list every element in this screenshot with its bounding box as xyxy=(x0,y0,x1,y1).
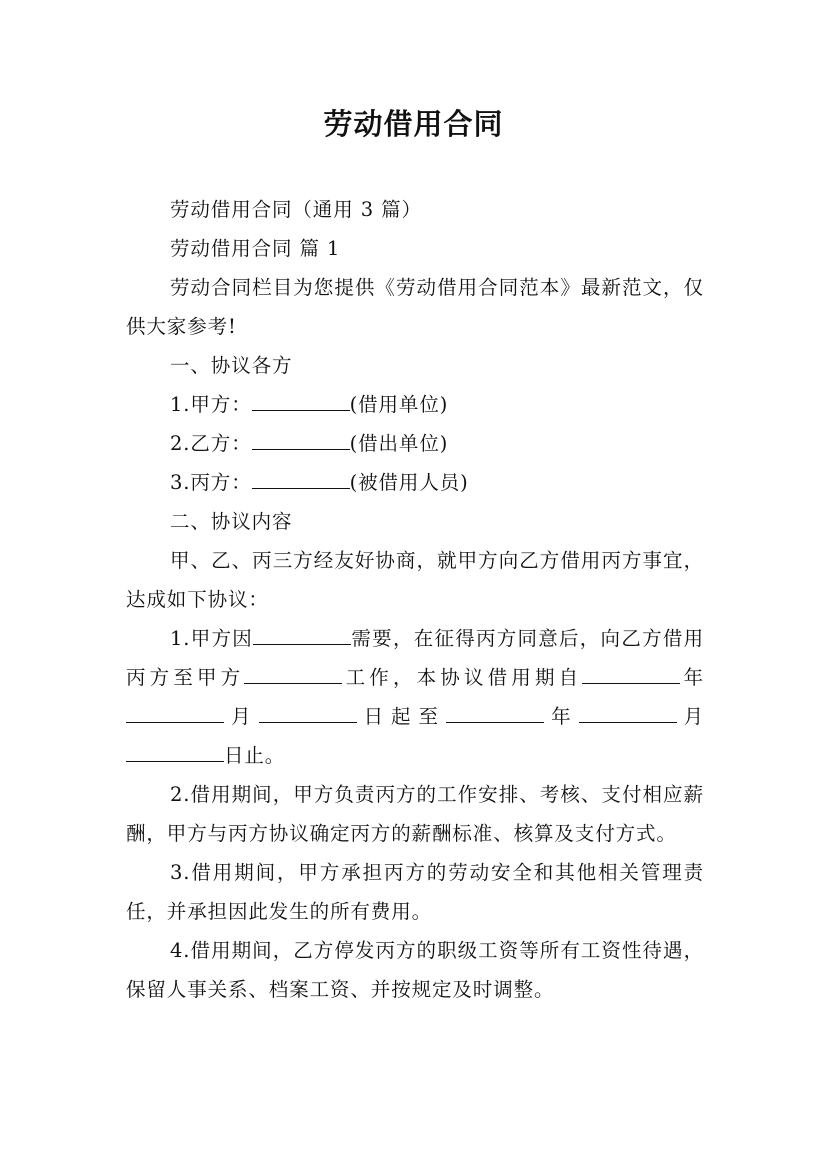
party-a-line xyxy=(126,385,704,424)
clause-1-blank-start-year xyxy=(582,665,680,684)
clause-1-text-until: 日起至 xyxy=(356,705,446,728)
clause-4: 4.借用期间，乙方停发丙方的职级工资等所有工资性待遇，保留人事关系、档案工资、并按规定及时调整。 xyxy=(126,939,704,1001)
clause-1 xyxy=(126,619,704,775)
clause-1-text-a: 1.甲方因 xyxy=(170,627,254,650)
clause-2: 2.借用期间，甲方负责丙方的工作安排、考核、支付相应薪酬，甲方与丙方协议确定丙方的薪酬标准、核算及支付方式。 xyxy=(126,783,704,845)
paragraph-section-heading: 劳动借用合同 篇 1 xyxy=(170,237,341,260)
document-title: 劳动借用合同 xyxy=(323,107,504,141)
party-c-line xyxy=(126,463,704,502)
heading-content: 二、协议内容 xyxy=(170,510,293,533)
heading-parties: 一、协议各方 xyxy=(170,354,293,377)
party-b-prefix: 2.乙方： xyxy=(170,432,252,455)
clause-1-blank-dept xyxy=(244,665,342,684)
clause-1-text-year: 年 xyxy=(680,666,704,689)
party-a-prefix: 1.甲方： xyxy=(170,393,252,416)
clause-3: 3.借用期间，甲方承担丙方的劳动安全和其他相关管理责任，并承担因此发生的所有费用。 xyxy=(126,861,704,923)
party-b-suffix: (借出单位) xyxy=(349,432,449,455)
clause-1-text-month2: 月 xyxy=(676,705,704,728)
party-c-blank xyxy=(252,470,350,489)
party-b-blank xyxy=(252,431,350,450)
clause-1-text-c: 工作，本协议借用期自 xyxy=(342,666,583,689)
paragraph-agreement: 甲、乙、丙三方经友好协商，就甲方向乙方借用丙方事宜，达成如下协议： xyxy=(126,549,704,611)
clause-1-blank-start-day xyxy=(259,704,357,723)
clause-1-blank-end-month xyxy=(579,704,677,723)
clause-1-blank-end-year xyxy=(446,704,544,723)
party-a-blank xyxy=(252,392,350,411)
clause-1-text-month: 月 xyxy=(224,705,259,728)
clause-1-blank-start-month xyxy=(126,704,224,723)
clause-1-text-end: 日止。 xyxy=(224,744,286,767)
paragraph-intro: 劳动合同栏目为您提供《劳动借用合同范本》最新范文，仅供大家参考! xyxy=(126,276,704,338)
party-c-suffix: (被借用人员) xyxy=(349,471,469,494)
party-b-line xyxy=(126,424,704,463)
document-body xyxy=(126,190,704,1009)
paragraph-subtitle: 劳动借用合同（通用 3 篇） xyxy=(170,198,422,221)
party-a-suffix: (借用单位) xyxy=(349,393,449,416)
clause-1-blank-reason xyxy=(253,626,351,645)
party-c-prefix: 3.丙方： xyxy=(170,471,252,494)
clause-1-blank-end-day xyxy=(126,743,224,762)
clause-1-text-year2: 年 xyxy=(544,705,579,728)
clause-1-text-b: 需要，在征得丙方同意后，向乙方借用丙方至甲方 xyxy=(126,627,704,689)
